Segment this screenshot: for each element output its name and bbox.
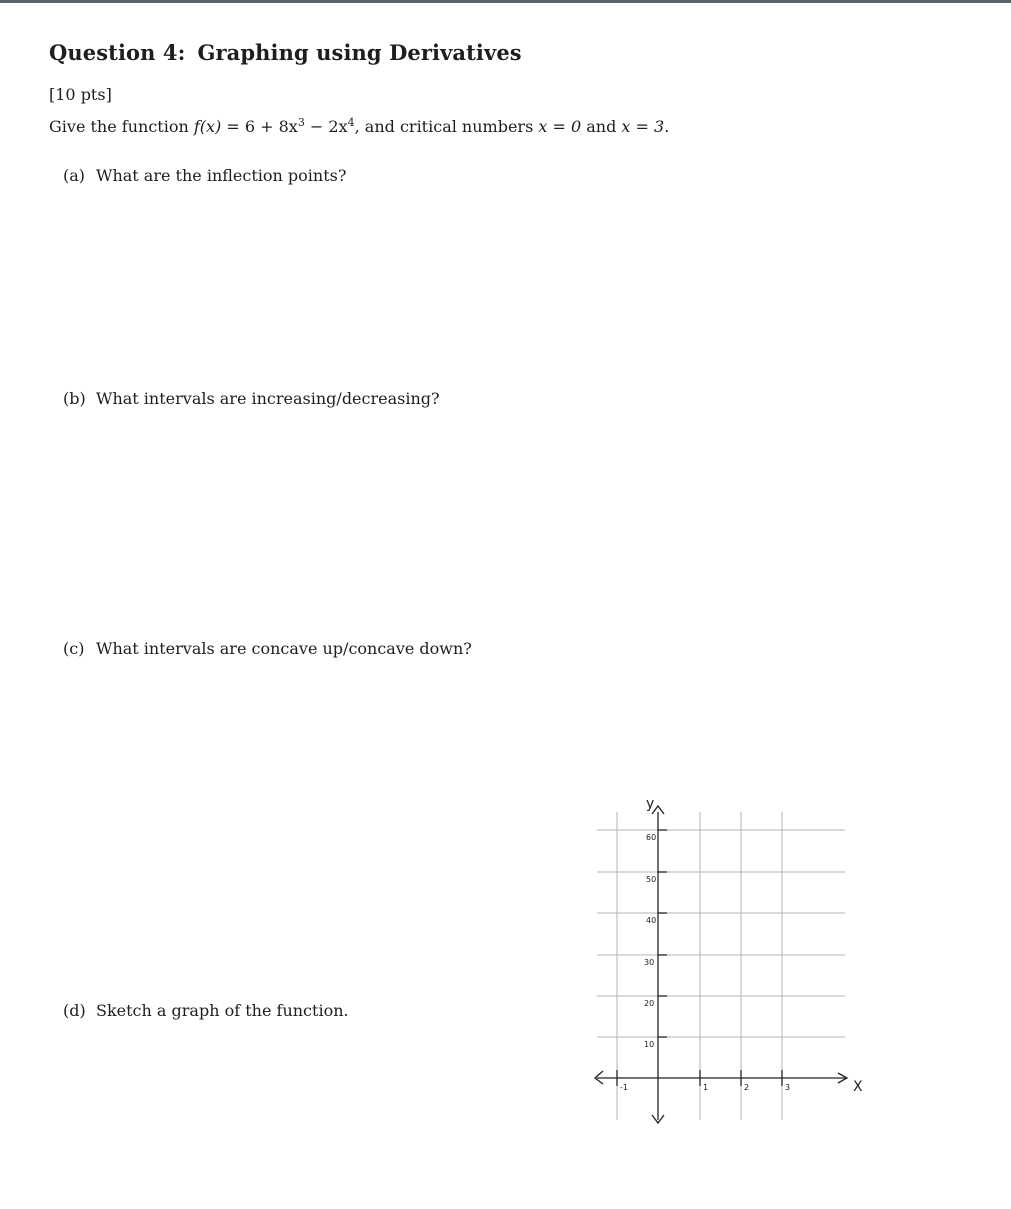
axes [595, 806, 847, 1123]
part-b [63, 389, 440, 408]
y-tick-label-20: 20 [644, 999, 655, 1008]
part-a [63, 166, 346, 185]
grid-lines [597, 812, 845, 1120]
critical-number-2: x = 3 [621, 117, 665, 136]
part-a-label: (a) [63, 166, 86, 185]
part-c-text: What intervals are concave up/concave down? [96, 639, 472, 658]
critical-number-1: x = 0 [538, 117, 582, 136]
given-function-statement [49, 117, 669, 136]
part-c [63, 639, 472, 658]
given-intro: Give the function [49, 117, 194, 136]
part-c-label: (c) [63, 639, 85, 658]
function-term-b: − 2x [304, 117, 348, 136]
x-tick-label-2: 2 [744, 1083, 750, 1092]
part-b-label: (b) [63, 389, 86, 408]
y-tick-label-50: 50 [646, 875, 657, 884]
question-heading: Graphing using Derivatives [197, 40, 522, 65]
given-and: and [581, 117, 622, 136]
question-number: Question 4: [49, 40, 186, 65]
part-d-text: Sketch a graph of the function. [96, 1001, 349, 1020]
page-top-border [0, 0, 1011, 3]
exponent-b: 4 [347, 116, 355, 129]
x-tick-label-neg1: -1 [620, 1083, 628, 1092]
points-value: [10 pts] [49, 85, 112, 104]
function-name: f(x) [193, 117, 222, 136]
exponent-a: 3 [297, 116, 305, 129]
part-b-text: What intervals are increasing/decreasing? [96, 389, 440, 408]
sketch-graph-grid [585, 790, 875, 1135]
x-axis-label: X [853, 1079, 863, 1095]
given-end: . [664, 117, 670, 136]
function-term-a: = 6 + 8x [221, 117, 298, 136]
y-tick-label-10: 10 [644, 1040, 655, 1049]
question-title [49, 40, 522, 65]
y-tick-label-60: 60 [646, 833, 657, 842]
part-d [63, 1001, 349, 1020]
y-tick-label-40: 40 [646, 916, 657, 925]
given-middle: , and critical numbers [354, 117, 539, 136]
part-d-label: (d) [63, 1001, 86, 1020]
y-axis-label: y [646, 796, 655, 812]
y-tick-label-30: 30 [644, 958, 655, 967]
part-a-text: What are the inflection points? [96, 166, 347, 185]
x-tick-label-3: 3 [785, 1083, 791, 1092]
x-tick-label-1: 1 [703, 1083, 709, 1092]
